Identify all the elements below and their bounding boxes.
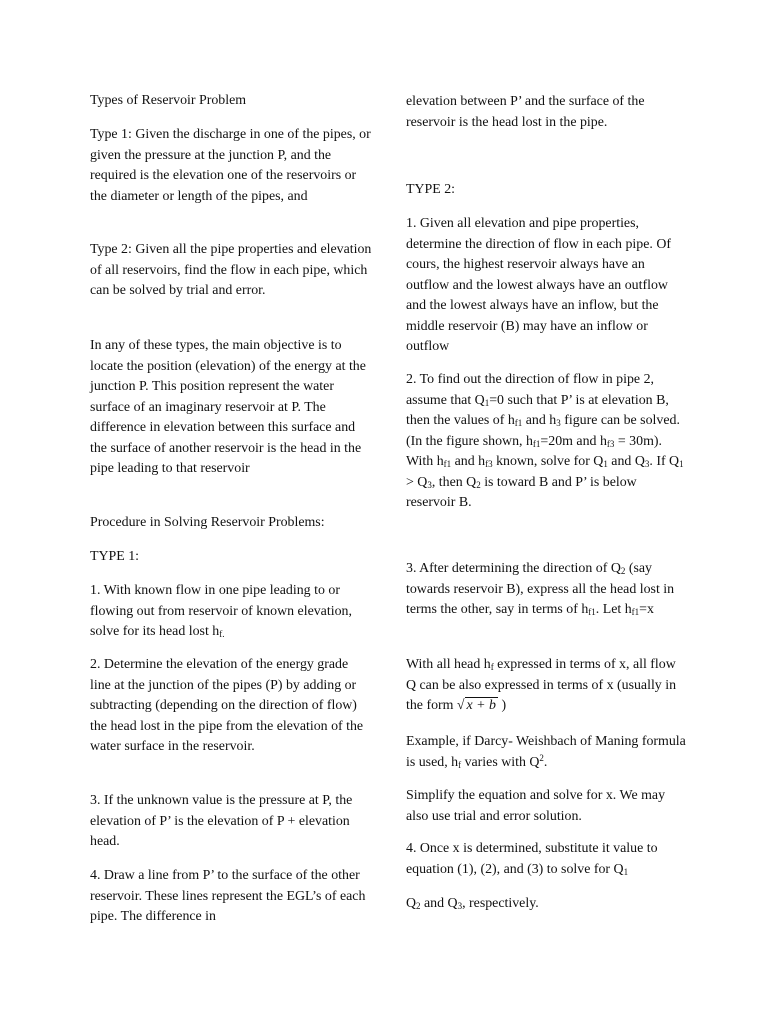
objective-paragraph: In any of these types, the main objective is to locate the position (elevation) of the energy at the junction P. This position represent the water surface of an imaginary reservoir at P. The difference in elevation between this surface and the surface of another reservoir is the head in the pipe leading to that reservoir	[90, 338, 366, 476]
with-all-head-paragraph: With all head $h_f$ expressed in terms of x, all flow Q can be also expressed in terms of x (usually in the form √ x + b )	[406, 657, 677, 713]
simplify-paragraph: Simplify the equation and solve for x. We may also use trial and error solution.	[406, 788, 666, 824]
q2-q3-line: $Q_2$ and $Q_3$, respectively.	[406, 896, 539, 911]
document-title: Types of Reservoir Problem	[90, 93, 247, 108]
type1-step4: 4. Draw a line from P’ to the surface of the other reservoir. These lines represent the EGL’s of each pipe. The difference in	[90, 868, 366, 924]
type2-step4: 4. Once x is determined, substitute it value to equation (1), (2), and (3) to solve for $Q_1$	[406, 841, 658, 877]
type2-step3: 3. After determining the direction of $Q_2$ (say towards reservoir B), express all the head lost in terms the other, say in terms of $h_{f1}$. Let $h_{f1}=x$	[406, 561, 675, 617]
example-paragraph: Example, if Darcy- Weishbach of Maning formula is used, $h_f$ varies with $Q^2$.	[406, 734, 686, 770]
type2-definition: Type 2: Given all the pipe properties and elevation of all reservoirs, find the flow in each pipe, which can be solved by trial and error.	[90, 242, 372, 298]
type1-heading: TYPE 1:	[90, 549, 140, 564]
type1-step2: 2. Determine the elevation of the energy grade line at the junction of the pipes (P) by adding or subtracting (depending on the direction of flow) the head lost in the pipe from the elevation of the water surface in the reservoir.	[90, 657, 364, 754]
type1-definition: Type 1: Given the discharge in one of the pipes, or given the pressure at the junction P, and the required is the elevation one of the reservoirs or the diameter or length of the pipes, and	[90, 127, 371, 204]
type2-step2: 2. To find out the direction of flow in pipe 2, assume that $Q_1=0$ such that P’ is at elevation B, then the values of $h_{f1}$ and $h_3$ figure can be solved. (In the figure shown, $h_{f1}=20m$ and $h_{f3} = 30m$). With $h_{f1}$ and $h_{f3}$ known, solve for $Q_1$ and $Q_3$. If $Q_1 > Q_3$, then $Q_2$ is toward B and P’ is below reservoir B.	[406, 372, 684, 510]
type1-step1: 1. With known flow in one pipe leading to or flowing out from reservoir of known elevation, solve for its head lost $h_{f.}$	[90, 583, 352, 639]
step4-continuation: elevation between P’ and the surface of the reservoir is the head lost in the pipe.	[406, 94, 645, 130]
type2-step1: 1. Given all elevation and pipe properties, determine the direction of flow in each pipe. Of cours, the highest reservoir always have an outflow and the lowest always have an outflow and the lowest always have an inflow, but the middle reservoir (B) may have an inflow or outflow	[406, 216, 671, 354]
type1-step3: 3. If the unknown value is the pressure at P, the elevation of P’ is the elevation of P + elevation head.	[90, 793, 353, 849]
square-root-expression: √ x + b	[456, 698, 496, 713]
type2-heading: TYPE 2:	[406, 182, 456, 197]
procedure-heading: Procedure in Solving Reservoir Problems:	[90, 515, 325, 530]
